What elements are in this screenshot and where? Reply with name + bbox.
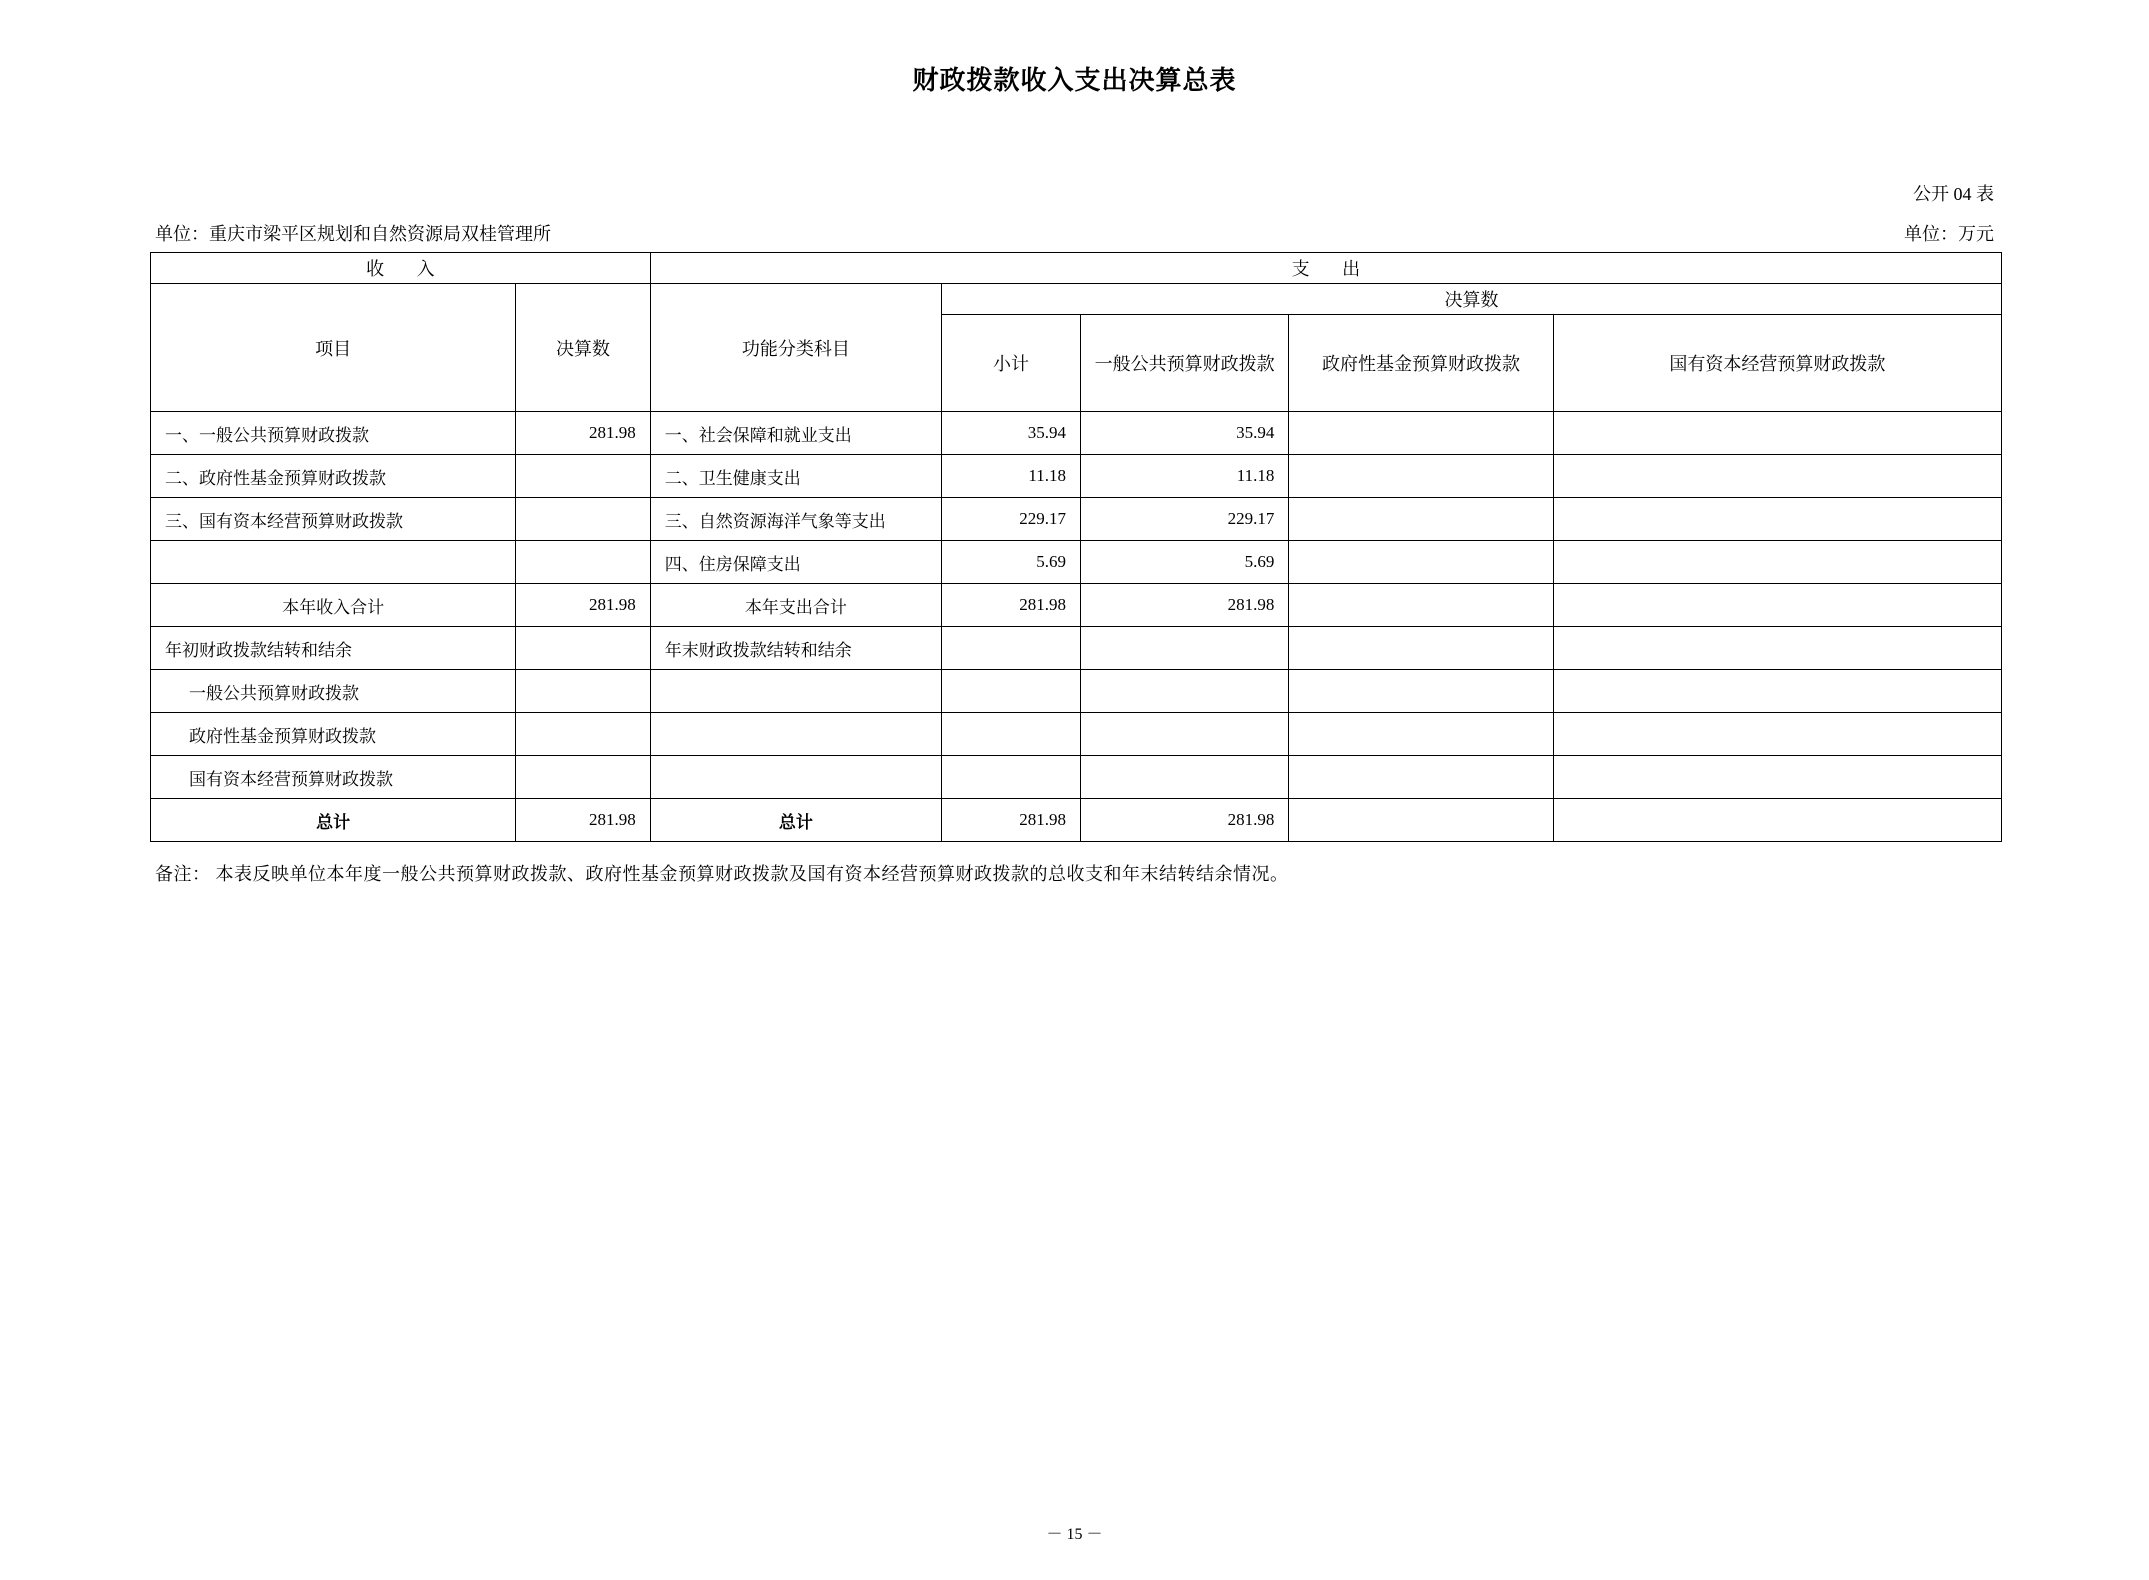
cell-state-capital-budget <box>1553 756 2001 799</box>
cell-subtotal: 229.17 <box>942 498 1081 541</box>
cell-subtotal <box>942 627 1081 670</box>
cell-income-item: 政府性基金预算财政拨款 <box>151 713 516 756</box>
cell-income-final <box>516 627 650 670</box>
cell-general-public-budget: 35.94 <box>1080 412 1288 455</box>
cell-gov-fund-budget <box>1289 713 1553 756</box>
budget-table <box>150 252 2002 842</box>
cell-subtotal <box>942 670 1081 713</box>
cell-gov-fund-budget <box>1289 756 1553 799</box>
cell-income-final <box>516 541 650 584</box>
cell-income-item: 二、政府性基金预算财政拨款 <box>151 455 516 498</box>
cell-function-category: 本年支出合计 <box>650 584 941 627</box>
cell-general-public-budget: 5.69 <box>1080 541 1288 584</box>
cell-gov-fund-budget <box>1289 541 1553 584</box>
cell-function-category <box>650 670 941 713</box>
cell-function-category <box>650 713 941 756</box>
income-group-header: 收 入 <box>151 253 651 284</box>
cell-state-capital-budget <box>1553 799 2001 842</box>
cell-state-capital-budget <box>1553 455 2001 498</box>
amount-unit-label: 单位：万元 <box>1904 224 1994 244</box>
cell-subtotal <box>942 756 1081 799</box>
cell-income-item: 一、一般公共预算财政拨款 <box>151 412 516 455</box>
cell-income-final <box>516 455 650 498</box>
cell-income-item: 年初财政拨款结转和结余 <box>151 627 516 670</box>
cell-state-capital-budget <box>1553 584 2001 627</box>
cell-general-public-budget <box>1080 713 1288 756</box>
cell-function-category <box>650 756 941 799</box>
cell-income-final <box>516 670 650 713</box>
cell-income-item <box>151 541 516 584</box>
cell-subtotal: 281.98 <box>942 584 1081 627</box>
cell-state-capital-budget <box>1553 412 2001 455</box>
table-header-group-row <box>151 253 2002 284</box>
cell-gov-fund-budget <box>1289 670 1553 713</box>
cell-state-capital-budget <box>1553 670 2001 713</box>
cell-income-item: 国有资本经营预算财政拨款 <box>151 756 516 799</box>
cell-general-public-budget: 229.17 <box>1080 498 1288 541</box>
unit-label: 单位：重庆市梁平区规划和自然资源局双桂管理所 <box>155 224 551 244</box>
cell-income-final <box>516 498 650 541</box>
header-function-category: 功能分类科目 <box>650 284 941 412</box>
meta-row <box>155 220 1994 246</box>
cell-general-public-budget <box>1080 627 1288 670</box>
cell-function-category: 年末财政拨款结转和结余 <box>650 627 941 670</box>
cell-general-public-budget <box>1080 670 1288 713</box>
cell-income-item: 总计 <box>151 799 516 842</box>
page-title: 财政拨款收入支出决算总表 <box>912 65 1237 95</box>
cell-function-category: 二、卫生健康支出 <box>650 455 941 498</box>
cell-state-capital-budget <box>1553 627 2001 670</box>
cell-gov-fund-budget <box>1289 498 1553 541</box>
cell-subtotal: 11.18 <box>942 455 1081 498</box>
cell-income-final <box>516 713 650 756</box>
header-income-item: 项目 <box>151 284 516 412</box>
cell-gov-fund-budget <box>1289 455 1553 498</box>
document-page <box>0 60 2149 1580</box>
cell-general-public-budget: 281.98 <box>1080 584 1288 627</box>
header-subtotal: 小计 <box>942 315 1081 412</box>
cell-function-category: 三、自然资源海洋气象等支出 <box>650 498 941 541</box>
cell-gov-fund-budget <box>1289 799 1553 842</box>
cell-state-capital-budget <box>1553 498 2001 541</box>
cell-subtotal: 35.94 <box>942 412 1081 455</box>
cell-gov-fund-budget <box>1289 627 1553 670</box>
table-row <box>151 541 2002 584</box>
table-header-sub-row <box>151 284 2002 315</box>
cell-income-final: 281.98 <box>516 412 650 455</box>
cell-subtotal: 5.69 <box>942 541 1081 584</box>
cell-function-category: 四、住房保障支出 <box>650 541 941 584</box>
table-row <box>151 455 2002 498</box>
page-number: － 15 － <box>1046 1526 1103 1543</box>
cell-general-public-budget <box>1080 756 1288 799</box>
cell-state-capital-budget <box>1553 713 2001 756</box>
table-row <box>151 756 2002 799</box>
cell-income-final <box>516 756 650 799</box>
cell-gov-fund-budget <box>1289 412 1553 455</box>
cell-income-item: 三、国有资本经营预算财政拨款 <box>151 498 516 541</box>
header-expense-final-group: 决算数 <box>942 284 2002 315</box>
cell-subtotal: 281.98 <box>942 799 1081 842</box>
table-row-total <box>151 799 2002 842</box>
cell-gov-fund-budget <box>1289 584 1553 627</box>
cell-state-capital-budget <box>1553 541 2001 584</box>
cell-function-category: 总计 <box>650 799 941 842</box>
form-code-label: 公开 04 表 <box>1913 184 1994 204</box>
cell-function-category: 一、社会保障和就业支出 <box>650 412 941 455</box>
cell-general-public-budget: 281.98 <box>1080 799 1288 842</box>
header-income-final: 决算数 <box>516 284 650 412</box>
cell-income-final: 281.98 <box>516 584 650 627</box>
table-row <box>151 670 2002 713</box>
table-row <box>151 412 2002 455</box>
table-row <box>151 713 2002 756</box>
cell-income-final: 281.98 <box>516 799 650 842</box>
expense-group-header: 支 出 <box>650 253 2001 284</box>
cell-subtotal <box>942 713 1081 756</box>
header-general-public-budget: 一般公共预算财政拨款 <box>1080 315 1288 412</box>
header-gov-fund-budget: 政府性基金预算财政拨款 <box>1289 315 1553 412</box>
table-row <box>151 584 2002 627</box>
cell-income-item: 一般公共预算财政拨款 <box>151 670 516 713</box>
cell-income-item: 本年收入合计 <box>151 584 516 627</box>
table-note: 备注： 本表反映单位本年度一般公共预算财政拨款、政府性基金预算财政拨款及国有资本经营预算财政拨款的总收支和年末结转结余情况。 <box>155 864 1289 884</box>
header-state-capital-budget: 国有资本经营预算财政拨款 <box>1553 315 2001 412</box>
table-row <box>151 498 2002 541</box>
cell-general-public-budget: 11.18 <box>1080 455 1288 498</box>
table-row <box>151 627 2002 670</box>
